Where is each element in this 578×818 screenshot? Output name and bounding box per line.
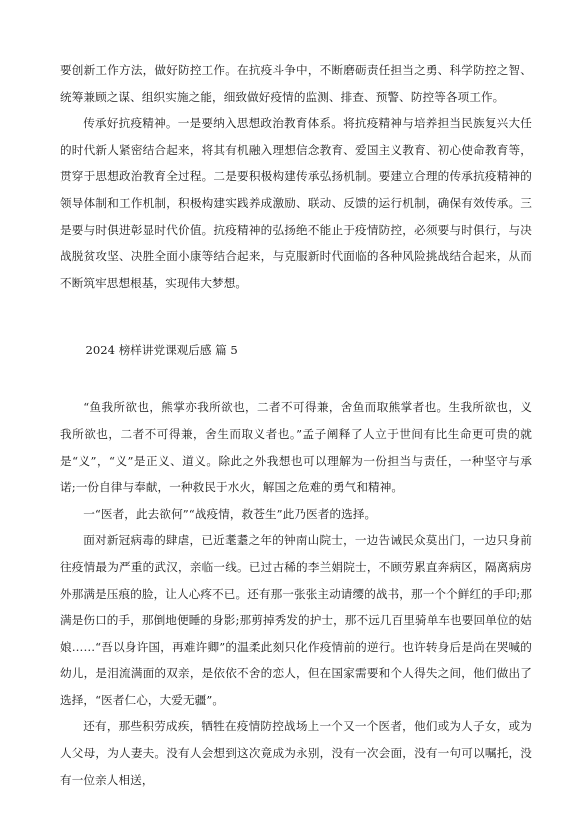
paragraph-sacrifice: 还有，那些积劳成疾，牺牲在疫情防控战场上一个又一个医者，他们或为人子女，或为人父母，为人妻夫。没有人会想到这次竟成为永别，没有一次会面，没有一句可以嘱托，没有一位亲人相送， — [60, 719, 532, 787]
paragraph-academicians: 面对新冠病毒的肆虐，已近耄耋之年的钟南山院士，一边告诫民众莫出门，一边只身前往疫情最为严重的武汉，亲临一线。已过古稀的李兰娟院士，不顾劳累直奔病区，隔离病房外那满是压痕的脸，让人心疼不已。还有那一张张主动请缨的战书，那一个个鲜红的手印;那满是伤口的手，那倒地便睡的身影;那剪掉秀发的护士，那不远几百里骑单车也要回单位的姑娘……“吾以身许国，再难许卿”的温柔此刻只化作疫情前的逆行。也许转身后是尚在哭喊的幼儿，是泪流满面的双亲，是依依不舍的恋人，但在国家需要和个人得失之间，他们做出了选择，“医者仁心，大爱无疆”。 — [60, 533, 532, 707]
paragraph-inherit-spirit: 传承好抗疫精神。一是要纳入思想政治教育体系。将抗疫精神与培养担当民族复兴大任的时代新人紧密结合起来，将其有机融入理想信念教育、爱国主义教育、初心使命教育等，贯穿于思想政治教育全过程。二是要积极构建传承弘扬机制。要建立合理的传承抗疫精神的领导体制和工作机制，积极构建实践养成激励、联动、反馈的运行机制，确保有效传承。三是要与时俱进彰显时代价值。抗疫精神的弘扬绝不能止于疫情防控，必须要与时俱行，与决战脱贫攻坚、决胜全面小康等结合起来，与克服新时代面临的各种风险挑战结合起来，从而不断筑牢思想根基，实现伟大梦想。 — [60, 116, 532, 290]
document-page — [60, 57, 532, 793]
paragraph-prevention-methods: 要创新工作方法，做好防控工作。在抗疫斗争中，不断磨砺责任担当之勇、科学防控之智、统筹兼顾之谋、组织实施之能，细致做好疫情的监测、排查、预警、防控等各项工作。 — [60, 63, 532, 104]
section-heading: 2024 榜样讲党课观后感 篇 5 — [85, 343, 238, 358]
paragraph-mencius-quote: “鱼我所欲也，熊掌亦我所欲也，二者不可得兼，舍鱼而取熊掌者也。生我所欲也，义我所欲也，二者不可得兼，舍生而取义者也。”孟子阐释了人立于世间有比生命更可贵的就是“义”，“义”是正义、道义。除此之外我想也可以理解为一份担当与责任，一种坚守与承诺;一份自律与奉献，一种救民于水火，解国之危难的勇气和精神。 — [60, 400, 532, 495]
paragraph-doctor-choice: 一“医者，此去欲何”“战疫情，救苍生”此乃医者的选择。 — [83, 506, 377, 521]
